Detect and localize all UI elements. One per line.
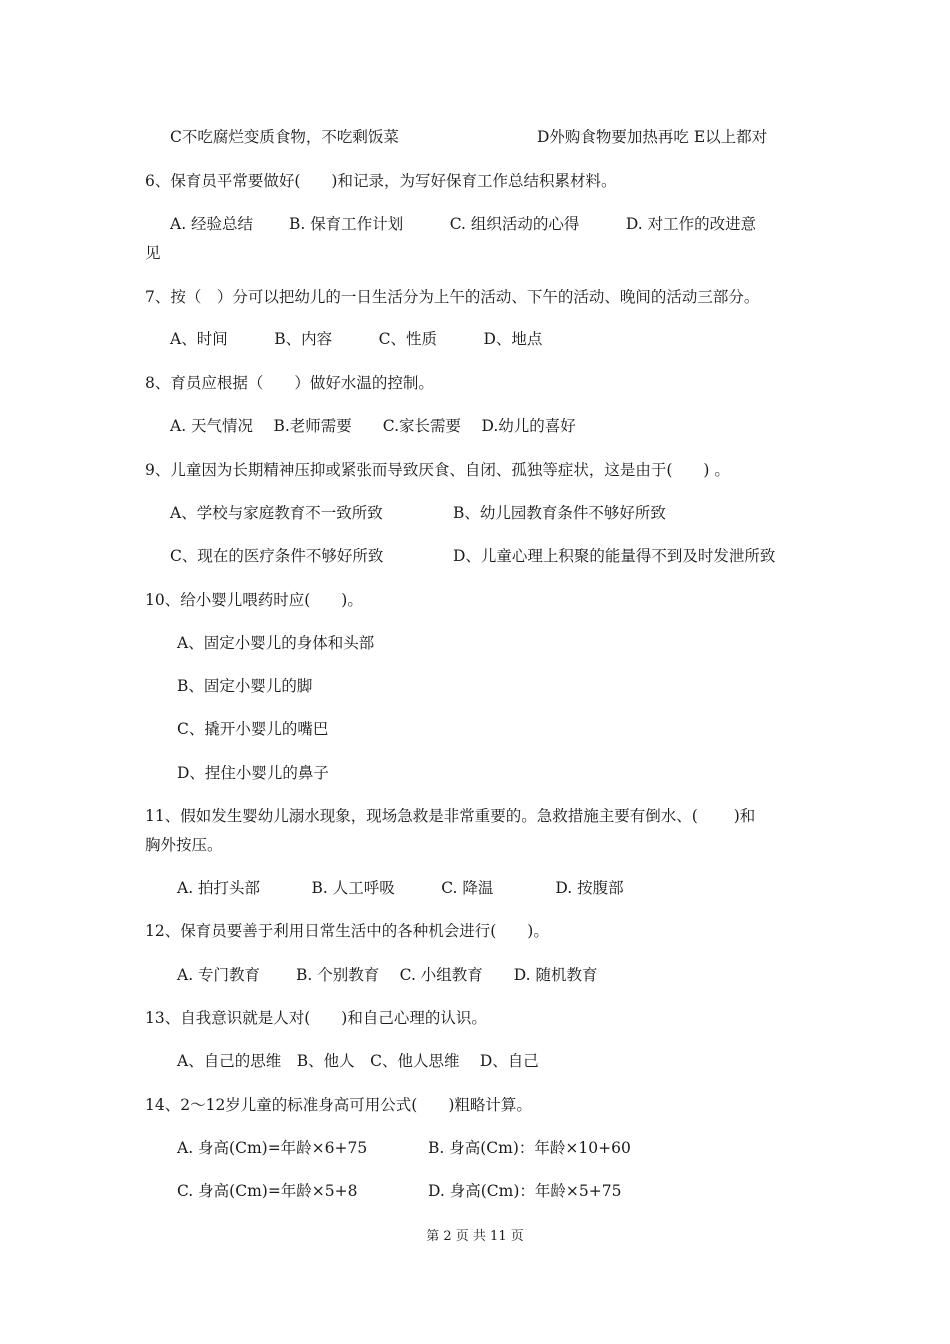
question-14: 14、2～12岁儿童的标准身高可用公式( )粗略计算。 [145,1096,532,1114]
question-10-option-c: C、撬开小婴儿的嘴巴 [177,720,329,738]
question-9: 9、儿童因为长期精神压抑或紧张而导致厌食、自闭、孤独等症状，这是由于( ) 。 [145,461,730,479]
question-10-option-d: D、捏住小婴儿的鼻子 [177,764,329,782]
option-c-line: C不吃腐烂变质食物，不吃剩饭菜 [170,128,399,146]
question-14-option-b: B. 身高(Cm)：年龄×10+60 [428,1139,631,1157]
question-9-option-c: C、现在的医疗条件不够好所致 [170,547,384,565]
question-6-options: A. 经验总结 B. 保育工作计划 C. 组织活动的心得 D. 对工作的改进意 [170,215,757,233]
question-12-options: A. 专门教育 B. 个别教育 C. 小组教育 D. 随机教育 [177,966,598,984]
question-14-option-a: A. 身高(Cm)=年龄×6+75 [177,1139,368,1157]
question-10-option-a: A、固定小婴儿的身体和头部 [177,634,375,652]
question-11: 11、假如发生婴幼儿溺水现象，现场急救是非常重要的。急救措施主要有倒水、( )和 [145,807,756,825]
question-8: 8、育员应根据（ ）做好水温的控制。 [145,374,434,392]
option-de-line: D外购食物要加热再吃 E以上都对 [537,128,768,146]
question-6-options-wrap: 见 [145,244,161,262]
question-14-option-d: D. 身高(Cm)：年龄×5+75 [428,1182,622,1200]
question-9-option-d: D、儿童心理上积聚的能量得不到及时发泄所致 [453,547,776,565]
question-7-options: A、时间 B、内容 C、性质 D、地点 [170,330,543,348]
page-number-footer: 第 2 页 共 11 页 [426,1229,524,1244]
question-13-options: A、自己的思维 B、他人 C、他人思维 D、自己 [177,1052,539,1070]
question-6: 6、保育员平常要做好( )和记录，为写好保育工作总结积累材料。 [145,172,617,190]
question-10-option-b: B、固定小婴儿的脚 [177,677,313,695]
question-14-option-c: C. 身高(Cm)=年龄×5+8 [177,1182,358,1200]
question-7: 7、按（ ）分可以把幼儿的一日生活分为上午的活动、下午的活动、晚间的活动三部分。 [145,288,760,306]
question-10: 10、给小婴儿喂药时应( )。 [145,591,363,609]
question-11-wrap: 胸外按压。 [145,836,223,854]
question-9-option-a: A、学校与家庭教育不一致所致 [170,504,383,522]
question-8-options: A. 天气情况 B.老师需要 C.家长需要 D.幼儿的喜好 [170,417,576,435]
question-13: 13、自我意识就是人对( )和自己心理的认识。 [145,1009,487,1027]
question-12: 12、保育员要善于利用日常生活中的各种机会进行( )。 [145,922,549,940]
question-9-option-b: B、幼儿园教育条件不够好所致 [453,504,666,522]
question-11-options: A. 拍打头部 B. 人工呼吸 C. 降温 D. 按腹部 [177,879,624,897]
